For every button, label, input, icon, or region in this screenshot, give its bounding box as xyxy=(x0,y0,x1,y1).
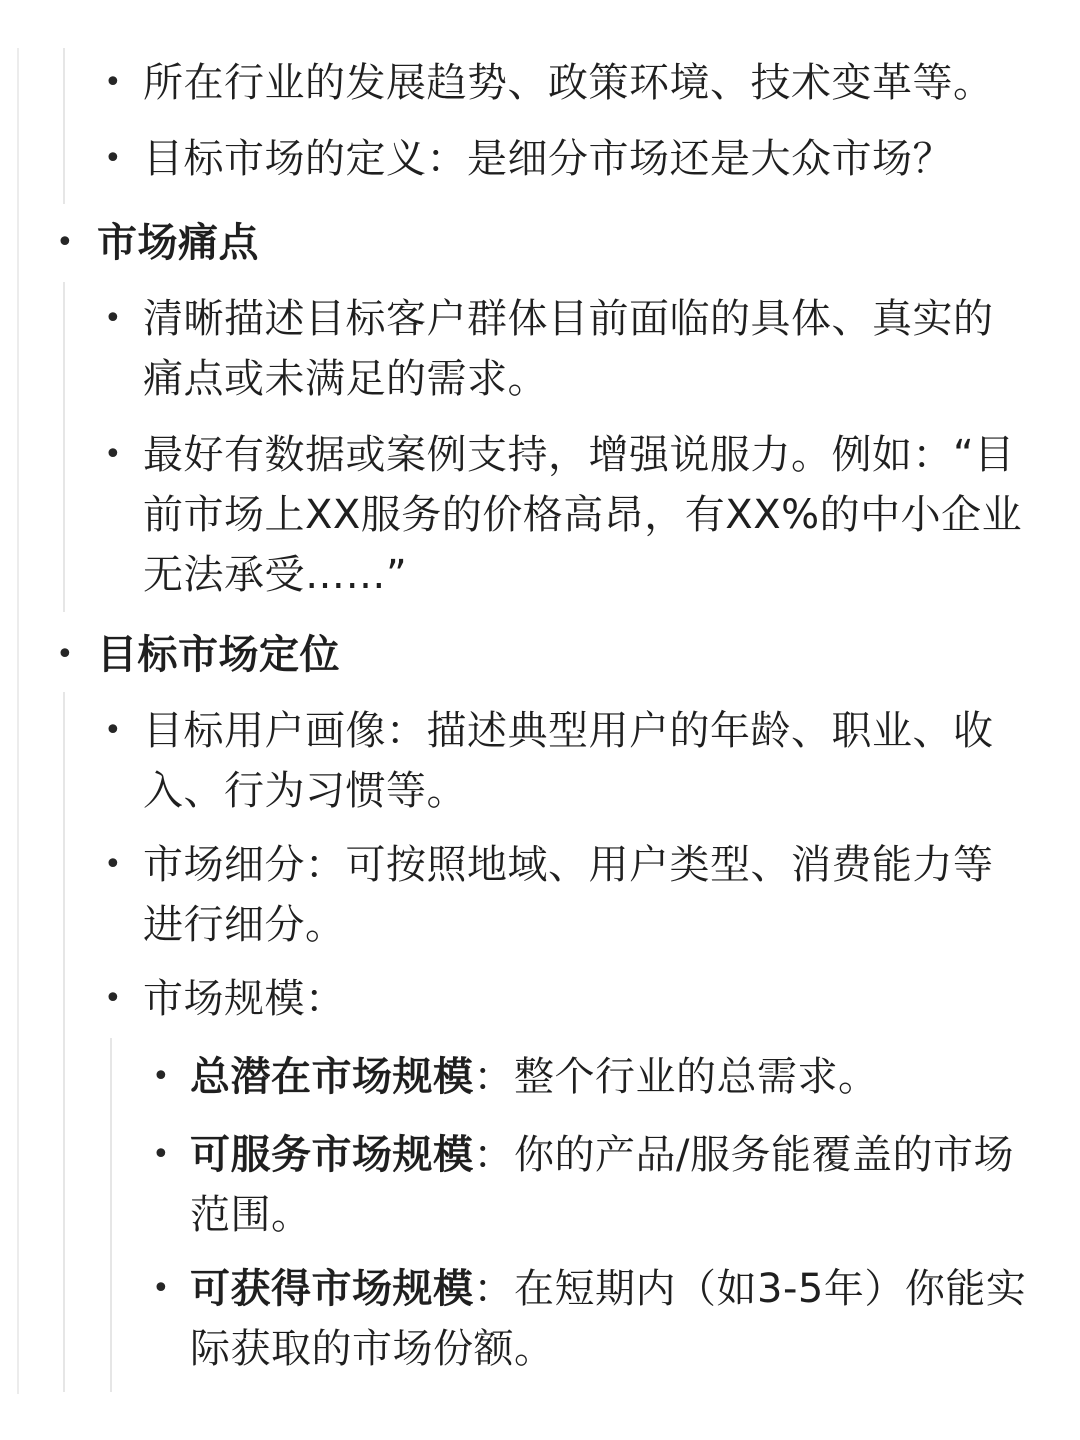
nested-list-guide xyxy=(63,282,65,612)
list-item-line: 市场规模： xyxy=(143,976,346,1022)
list-item-line: 目标用户画像：描述典型用户的年龄、职业、收 xyxy=(143,708,994,754)
term-description: ：整个行业的总需求。 xyxy=(473,1054,879,1100)
sub-list-item xyxy=(190,1126,1014,1184)
term-description: ：在短期内（如3-5年）你能实 xyxy=(473,1266,1027,1312)
bullet-icon: • xyxy=(104,847,122,882)
bullet-icon: • xyxy=(104,65,122,100)
term-label: 总潜在市场规模 xyxy=(190,1054,474,1100)
sub-list-item xyxy=(190,1048,879,1106)
list-item-line: 前市场上XX服务的价格高昂，有XX%的中小企业 xyxy=(143,492,1023,538)
bullet-icon: • xyxy=(104,141,122,176)
bullet-icon: • xyxy=(152,1059,170,1094)
bullet-icon: • xyxy=(104,713,122,748)
bullet-icon: • xyxy=(152,1137,170,1172)
list-item-line: 市场细分：可按照地域、用户类型、消费能力等 xyxy=(143,842,994,888)
sub-list-item xyxy=(190,1260,1026,1318)
left-border-rule xyxy=(17,48,19,1394)
bullet-icon: • xyxy=(104,981,122,1016)
list-item-line: 清晰描述目标客户群体目前面临的具体、真实的 xyxy=(143,296,994,342)
list-item-line: 际获取的市场份额。 xyxy=(190,1326,555,1372)
list-item: 所在行业的发展趋势、政策环境、技术变革等。 xyxy=(143,60,994,106)
bullet-icon: • xyxy=(56,225,74,260)
section-heading-target: 目标市场定位 xyxy=(97,632,340,678)
nested-list-guide xyxy=(63,692,65,1392)
bullet-icon: • xyxy=(104,301,122,336)
list-item-line: 范围。 xyxy=(190,1192,312,1238)
term-label: 可服务市场规模 xyxy=(190,1132,474,1178)
bullet-icon: • xyxy=(56,637,74,672)
bullet-icon: • xyxy=(104,437,122,472)
list-item: 目标市场的定义：是细分市场还是大众市场？ xyxy=(143,136,953,182)
term-description: ：你的产品/服务能覆盖的市场 xyxy=(473,1132,1014,1178)
list-item-line: 最好有数据或案例支持，增强说服力。例如：“目 xyxy=(143,432,1015,478)
list-item-line: 入、行为习惯等。 xyxy=(143,768,467,814)
nested-list-guide xyxy=(63,48,65,204)
bullet-icon: • xyxy=(152,1271,170,1306)
list-item-line: 进行细分。 xyxy=(143,902,346,948)
nested-list-guide xyxy=(110,1038,112,1392)
list-item-line: 无法承受……” xyxy=(143,552,408,598)
term-label: 可获得市场规模 xyxy=(190,1266,474,1312)
section-heading-pain: 市场痛点 xyxy=(97,220,259,266)
list-item-line: 痛点或未满足的需求。 xyxy=(143,356,548,402)
